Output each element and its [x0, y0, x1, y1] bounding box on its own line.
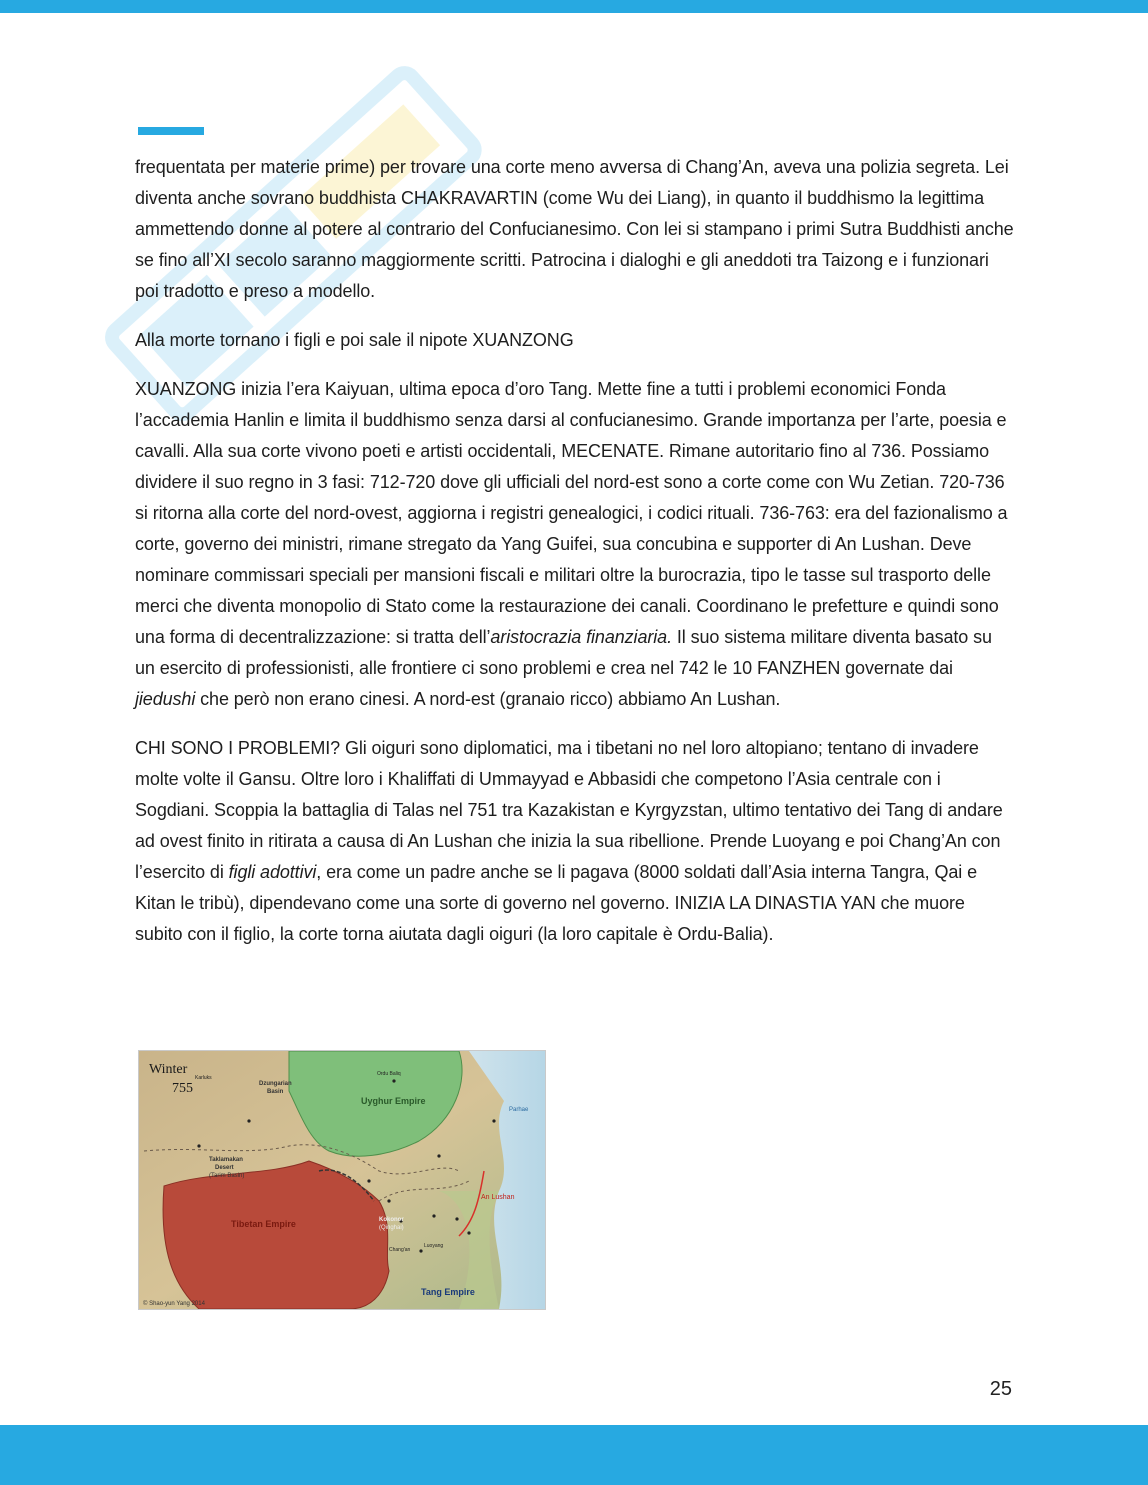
map-label-ordu-baliq: Ordu Baliq: [377, 1071, 401, 1077]
map-label-qinghai: (Qinghai): [379, 1225, 404, 1231]
paragraph-problems: [135, 733, 1015, 950]
map-label-tang: Tang Empire: [421, 1287, 475, 1297]
map-label-an-lushan: An Lushan: [481, 1194, 515, 1201]
top-accent-band: [0, 0, 1148, 13]
map-label-changan: Chang'an: [389, 1247, 411, 1253]
map-year-label: 755: [172, 1081, 193, 1096]
map-graphic: [139, 1051, 545, 1309]
paragraph-xuanzong-reign: [135, 374, 1015, 715]
map-figure: [138, 1050, 546, 1310]
text-run: Il suo sistema militare diventa basato su un esercito di professionisti, alle frontiere ci sono problemi e crea nel 742 le 10 FANZHEN governate dai: [135, 627, 992, 678]
text-run: XUANZONG inizia l’era Kaiyuan, ultima epoca d’oro Tang. Mette fine a tutti i problemi economici Fonda l’accademia Hanlin e limita il buddhismo senza darsi al confucianesimo. Grande importanza per l’arte, poesia e cavalli. Alla sua corte vivono poeti e artisti occidentali, MECENATE. Rimane autoritario fino al 736. Possiamo dividere il suo regno in 3 fasi: 712-720 dove gli ufficiali del nord-est sono a corte come con Wu Zetian. 720-736 si ritorna alla corte del nord-ovest, aggiorna i registri genealogici, i codici rituali. 736-763: era del fazionalismo a corte, governo dei ministri, rimane stregato da Yang Guifei, sua concubina e supporter di An Lushan. Deve nominare commissari speciali per mansioni fiscali e militari oltre la burocrazia, tipo le tasse sul trasporto delle merci che diventa monopolio di Stato come la restaurazione dei canali. Coordinano le prefetture e quindi sono una forma di decentralizzazione: si tratta dell’: [135, 379, 1008, 647]
italic-term: jiedushi: [135, 689, 196, 709]
map-season-label: Winter: [149, 1062, 188, 1077]
map-copyright: © Shao-yun Yang 2014: [143, 1301, 205, 1307]
map-label-desert: Desert: [215, 1165, 234, 1171]
paragraph-xuanzong-intro: Alla morte tornano i figli e poi sale il nipote XUANZONG: [135, 330, 574, 350]
text-run: che però non erano cinesi. A nord-est (granaio ricco) abbiamo An Lushan.: [195, 689, 781, 709]
text-run: CHI SONO I PROBLEMI? Gli oiguri sono diplomatici, ma i tibetani no nel loro altopiano; tentano di invadere molte volte il Gansu. Oltre loro i Khaliffati di Ummayyad e Abbasidi che competono l’Asia centrale con i Sogdiani. Scoppia la battaglia di Talas nel 751 tra Kazakistan e Kyrgyzstan, ultimo tentativo dei Tang di andare ad ovest finito in ritirata a causa di An Lushan che inizia la sua ribellione. Prende Luoyang e poi Chang’An con l’esercito di: [135, 738, 1003, 882]
paragraph-wu-zetian: frequentata per materie prime) per trovare una corte meno avversa di Chang’An, aveva una polizia segreta. Lei diventa anche sovrano buddhista CHAKRAVARTIN (come Wu dei Liang), in quanto il buddhismo la legittima ammettendo donne al potere al contrario del Confucianesimo. Con lei si stampano i primi Sutra Buddhisti anche se fino all’XI secolo saranno maggiormente scritti. Patrocina i dialoghi e gli aneddoti tra Taizong e i funzionari poi tradotto e preso a modello.: [135, 157, 1014, 301]
map-label-uyghur: Uyghur Empire: [361, 1096, 426, 1106]
tibetan-empire-region: [163, 1161, 389, 1309]
map-label-tibetan: Tibetan Empire: [231, 1219, 296, 1229]
italic-term: aristocrazia finanziaria.: [490, 627, 672, 647]
italic-term: figli adottivi: [228, 862, 317, 882]
heading-accent-bar: [138, 127, 204, 135]
map-label-parhae: Parhae: [509, 1107, 529, 1113]
map-label-tarim: (Tarim Basin): [209, 1173, 245, 1179]
map-label-karluks: Karluks: [195, 1075, 212, 1081]
page-number: 25: [989, 1378, 1012, 1400]
map-label-dzungarian: Dzungarian: [259, 1081, 292, 1087]
text-run: , era come un padre anche se li pagava (8000 soldati dall’Asia interna Tangra, Qai e Kitan le tribù), dipendevano come una sorte di governo nel governo. INIZIA LA DINASTIA YAN che muore subito con il figlio, la corte torna aiutata dagli oiguri (la loro capitale è Ordu-Balia).: [135, 862, 977, 944]
map-label-kokonor: Kokonor: [379, 1217, 404, 1223]
map-label-luoyang: Luoyang: [424, 1243, 444, 1249]
map-label-taklamakan: Taklamakan: [209, 1157, 243, 1163]
document-body: [135, 152, 1015, 968]
map-label-basin: Basin: [267, 1089, 284, 1095]
bottom-accent-band: [0, 1425, 1148, 1485]
